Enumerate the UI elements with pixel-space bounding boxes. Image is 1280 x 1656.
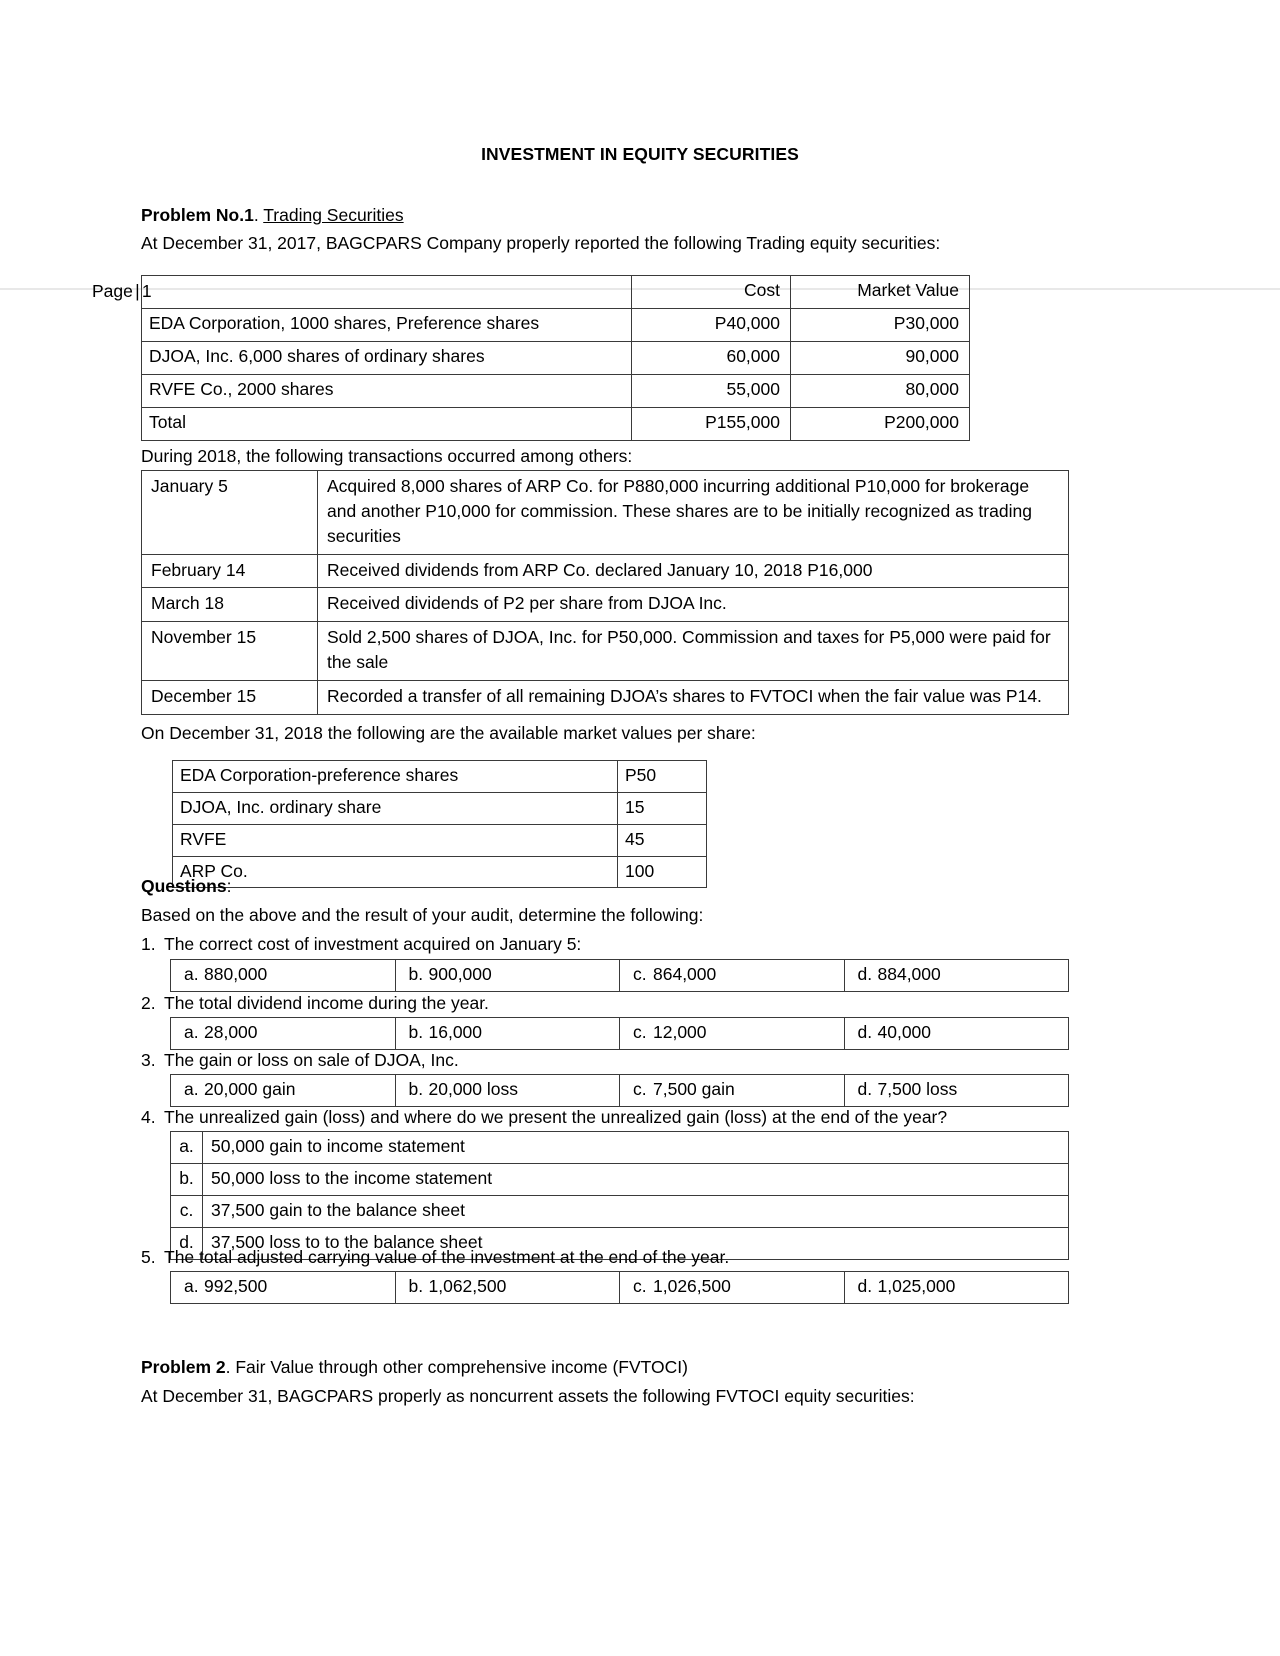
page-label-word: Page — [92, 281, 133, 301]
question-2-text: The total dividend income during the year. — [164, 993, 489, 1013]
option-d-text: 40,000 — [877, 1022, 932, 1042]
table-row — [171, 1018, 1069, 1050]
problem1-heading-bold: Problem No.1 — [141, 205, 254, 225]
table-row — [171, 1196, 1069, 1228]
table-row — [173, 824, 707, 856]
questions-heading-bold: Questions — [141, 876, 227, 896]
market-value-item: EDA Corporation-preference shares — [173, 761, 618, 793]
question-3-number: 3. — [141, 1050, 156, 1070]
option-c-letter: c. — [633, 1079, 647, 1099]
option-c-text[interactable]: 37,500 gain to the balance sheet — [203, 1196, 1069, 1228]
col-header-name — [142, 276, 632, 309]
table-row — [171, 1132, 1069, 1164]
problem1-heading — [141, 203, 1076, 229]
question-4-text: The unrealized gain (loss) and where do we present the unrealized gain (loss) at the end of the year? — [164, 1107, 948, 1127]
security-market-value: 80,000 — [791, 375, 970, 408]
security-name: DJOA, Inc. 6,000 shares of ordinary shares — [142, 342, 632, 375]
question-2-stem — [141, 991, 1081, 1016]
option-a-letter: a. — [184, 1022, 199, 1042]
table-row — [171, 1075, 1069, 1107]
transaction-date: December 15 — [142, 680, 318, 714]
table-row — [173, 792, 707, 824]
transaction-description: Recorded a transfer of all remaining DJOA’s shares to FVTOCI when the fair value was P14. — [318, 680, 1069, 714]
option-b-text: 20,000 loss — [428, 1079, 519, 1099]
option-b-text: 16,000 — [428, 1022, 483, 1042]
option-b-text: 900,000 — [428, 964, 492, 984]
option-b[interactable] — [395, 1272, 620, 1304]
market-value-amount: P50 — [618, 761, 707, 793]
question-3-stem — [141, 1048, 1081, 1073]
option-c[interactable] — [620, 960, 845, 992]
table-row — [171, 1272, 1069, 1304]
option-b[interactable] — [395, 1075, 620, 1107]
option-c[interactable] — [620, 1018, 845, 1050]
option-a-letter: a. — [184, 1276, 199, 1296]
option-a-letter: a. — [184, 964, 199, 984]
transaction-date: January 5 — [142, 471, 318, 555]
question-5-number: 5. — [141, 1247, 156, 1267]
option-c[interactable] — [620, 1272, 845, 1304]
problem2-heading-rest: . Fair Value through other comprehensive income (FVTOCI) — [225, 1357, 688, 1377]
question-2-number: 2. — [141, 993, 156, 1013]
option-a-text[interactable]: 50,000 gain to income statement — [203, 1132, 1069, 1164]
table-row — [171, 960, 1069, 992]
option-b[interactable] — [395, 1018, 620, 1050]
option-d-letter: d. — [857, 964, 873, 984]
problem2-heading-bold: Problem 2 — [141, 1357, 226, 1377]
problem2-heading — [141, 1355, 1076, 1381]
option-b-text[interactable]: 50,000 loss to the income statement — [203, 1164, 1069, 1196]
option-a[interactable] — [171, 1018, 396, 1050]
table-row — [142, 680, 1069, 714]
question-1-number: 1. — [141, 934, 156, 954]
table-row — [142, 588, 1069, 622]
option-c-letter: c. — [633, 1022, 647, 1042]
col-header-cost: Cost — [632, 276, 791, 309]
transaction-date: November 15 — [142, 622, 318, 681]
page-title: INVESTMENT IN EQUITY SECURITIES — [481, 144, 799, 164]
option-c-text: 7,500 gain — [653, 1079, 735, 1099]
transaction-date: March 18 — [142, 588, 318, 622]
option-b-text: 1,062,500 — [428, 1276, 507, 1296]
market-value-item: DJOA, Inc. ordinary share — [173, 792, 618, 824]
option-b[interactable] — [395, 960, 620, 992]
option-c-text: 1,026,500 — [653, 1276, 731, 1296]
page-label-number: 1 — [141, 281, 152, 301]
question-3-text: The gain or loss on sale of DJOA, Inc. — [164, 1050, 459, 1070]
total-cost: P155,000 — [632, 408, 791, 441]
table-row — [142, 309, 970, 342]
option-c-letter[interactable]: c. — [171, 1196, 203, 1228]
securities-table — [141, 275, 970, 441]
option-c-text: 864,000 — [653, 964, 717, 984]
security-cost: P40,000 — [632, 309, 791, 342]
market-values-table — [172, 760, 707, 888]
question-1-options — [170, 959, 1069, 992]
option-c-letter: c. — [633, 964, 647, 984]
table-row — [142, 342, 970, 375]
option-d-text[interactable]: 37,500 loss to to the balance sheet — [203, 1228, 1069, 1260]
option-a[interactable] — [171, 1075, 396, 1107]
security-cost: 60,000 — [632, 342, 791, 375]
option-b-letter: b. — [408, 1079, 424, 1099]
option-b-letter: b. — [408, 1022, 424, 1042]
option-d[interactable] — [844, 1075, 1069, 1107]
option-c-text: 12,000 — [653, 1022, 707, 1042]
option-d[interactable] — [844, 960, 1069, 992]
option-d-letter: d. — [857, 1022, 873, 1042]
table-row — [142, 375, 970, 408]
transactions-intro: During 2018, the following transactions occurred among others: — [141, 446, 633, 466]
market-value-amount: 100 — [618, 856, 707, 888]
question-4-number: 4. — [141, 1107, 156, 1127]
transaction-description: Received dividends of P2 per share from DJOA Inc. — [318, 588, 1069, 622]
table-row — [171, 1164, 1069, 1196]
market-value-amount: 45 — [618, 824, 707, 856]
option-d[interactable] — [844, 1272, 1069, 1304]
question-5-text: The total adjusted carrying value of the investment at the end of the year. — [164, 1247, 730, 1267]
option-b-letter: b. — [408, 964, 424, 984]
transaction-description: Sold 2,500 shares of DJOA, Inc. for P50,000. Commission and taxes for P5,000 were paid for the sale — [318, 622, 1069, 681]
col-header-market-value: Market Value — [791, 276, 970, 309]
option-a-letter[interactable]: a. — [171, 1132, 203, 1164]
transaction-description: Received dividends from ARP Co. declared January 10, 2018 P16,000 — [318, 554, 1069, 588]
market-values-intro: On December 31, 2018 the following are the available market values per share: — [141, 723, 756, 743]
market-value-item: RVFE — [173, 824, 618, 856]
option-c-letter: c. — [633, 1276, 647, 1296]
table-row — [142, 554, 1069, 588]
security-market-value: 90,000 — [791, 342, 970, 375]
table-row — [142, 622, 1069, 681]
total-label: Total — [142, 408, 632, 441]
option-a-text: 28,000 — [204, 1022, 258, 1042]
option-a-text: 992,500 — [204, 1276, 268, 1296]
option-d-text: 7,500 loss — [877, 1079, 958, 1099]
problem1-heading-underlined: Trading Securities — [263, 205, 404, 225]
question-4-options — [170, 1131, 1069, 1260]
question-1-stem — [141, 932, 1081, 957]
option-d-letter[interactable]: d. — [171, 1228, 203, 1260]
page-label-separator: | — [135, 281, 140, 301]
transaction-description: Acquired 8,000 shares of ARP Co. for P880,000 incurring additional P10,000 for brokerage and another P10,000 for commission. These shares are to be initially recognized as trading securities — [318, 471, 1069, 555]
questions-intro: Based on the above and the result of your audit, determine the following: — [141, 905, 704, 925]
option-d-text: 884,000 — [877, 964, 941, 984]
questions-heading-rest: : — [226, 876, 232, 896]
option-a[interactable] — [171, 1272, 396, 1304]
option-b-letter[interactable]: b. — [171, 1164, 203, 1196]
transactions-table — [141, 470, 1069, 715]
question-5-options — [170, 1271, 1069, 1304]
question-2-options — [170, 1017, 1069, 1050]
market-value-item: ARP Co. — [173, 856, 618, 888]
question-3-options — [170, 1074, 1069, 1107]
problem1-intro: At December 31, 2017, BAGCPARS Company properly reported the following Trading equity securities: — [141, 233, 941, 253]
table-row — [173, 761, 707, 793]
option-a[interactable] — [171, 960, 396, 992]
transaction-date: February 14 — [142, 554, 318, 588]
table-row-header — [142, 276, 970, 309]
security-name: EDA Corporation, 1000 shares, Preference shares — [142, 309, 632, 342]
security-cost: 55,000 — [632, 375, 791, 408]
option-d-letter: d. — [857, 1276, 873, 1296]
question-5-stem — [141, 1245, 1081, 1270]
question-1-text: The correct cost of investment acquired on January 5: — [164, 934, 582, 954]
problem2-intro: At December 31, BAGCPARS properly as noncurrent assets the following FVTOCI equity securities: — [141, 1386, 915, 1406]
security-market-value: P30,000 — [791, 309, 970, 342]
option-a-text: 880,000 — [204, 964, 268, 984]
table-row-total — [142, 408, 970, 441]
security-name: RVFE Co., 2000 shares — [142, 375, 632, 408]
total-market-value: P200,000 — [791, 408, 970, 441]
question-4-stem — [141, 1105, 1081, 1130]
option-c[interactable] — [620, 1075, 845, 1107]
table-row — [142, 471, 1069, 555]
problem1-heading-rest: . — [253, 205, 259, 225]
questions-heading — [141, 874, 1076, 900]
option-d-letter: d. — [857, 1079, 873, 1099]
market-value-amount: 15 — [618, 792, 707, 824]
option-a-letter: a. — [184, 1079, 199, 1099]
option-d[interactable] — [844, 1018, 1069, 1050]
option-a-text: 20,000 gain — [204, 1079, 296, 1099]
option-d-text: 1,025,000 — [877, 1276, 956, 1296]
option-b-letter: b. — [408, 1276, 424, 1296]
